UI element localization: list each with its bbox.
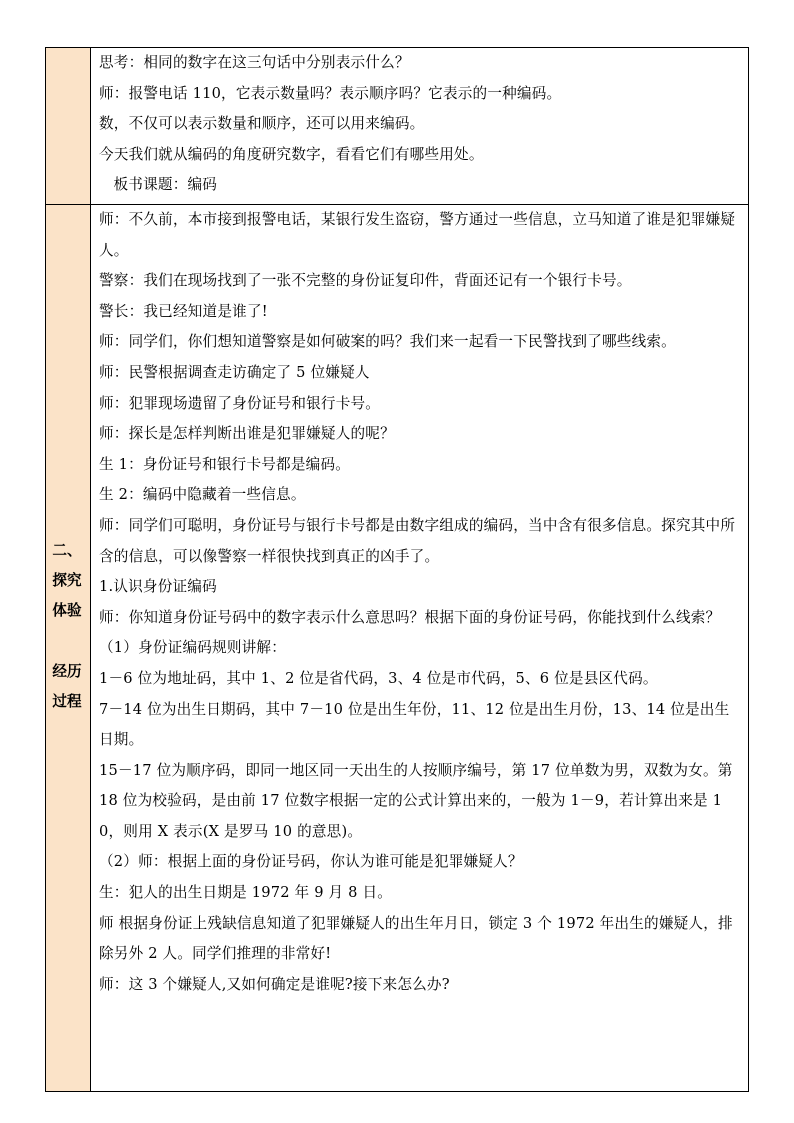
paragraph: 1－6 位为地址码，其中 1、2 位是省代码，3、4 位是市代码，5、6 位是县区代码。 bbox=[99, 669, 658, 687]
paragraph: 今天我们就从编码的角度研究数字，看看它们有哪些用处。 bbox=[99, 145, 484, 163]
paragraph: 生：犯人的出生日期是 1972 年 9 月 8 日。 bbox=[99, 884, 393, 902]
paragraph: 生 1：身份证号和银行卡号都是编码。 bbox=[99, 455, 351, 473]
paragraph: （2）师：根据上面的身份证号码，你认为谁可能是犯罪嫌疑人？ bbox=[99, 853, 523, 871]
paragraph: 1.认识身份证编码 bbox=[99, 578, 217, 596]
paragraph: 思考：相同的数字在这三句话中分别表示什么？ bbox=[99, 54, 410, 71]
paragraph: 师：不久前，本市接到报警电话，某银行发生盗窃，警方通过一些信息，立马知道了谁是犯罪嫌疑人。 bbox=[99, 211, 736, 259]
paragraph: 7－14 位为出生日期码，其中 7－10 位是出生年份，11、12 位是出生月份，13、14 位是出生日期。 bbox=[99, 700, 730, 749]
stage-label-cell bbox=[46, 48, 91, 205]
paragraph: 师：探长是怎样判断出谁是犯罪嫌疑人的呢？ bbox=[99, 425, 395, 443]
lesson-plan-table bbox=[45, 47, 749, 1092]
paragraph: 板书课题：编码 bbox=[99, 176, 218, 194]
paragraph: 师：民警根据调查走访确定了 5 位嫌疑人 bbox=[99, 363, 370, 381]
paragraph: 生 2：编码中隐藏着一些信息。 bbox=[99, 486, 306, 504]
stage-label-cell bbox=[46, 205, 91, 1092]
stage-label-4: 经历 bbox=[52, 663, 82, 680]
paragraph: 警察：我们在现场找到了一张不完整的身份证复印件，背面还记有一个银行卡号。 bbox=[99, 272, 632, 290]
stage-label-2: 探究 bbox=[52, 572, 82, 589]
stage-label-1: 二、 bbox=[52, 542, 82, 559]
paragraph: 师：同学们，你们想知道警察是如何破案的吗？我们来一起看一下民警找到了哪些线索。 bbox=[99, 333, 676, 351]
table-row-intro bbox=[46, 48, 749, 205]
paragraph: 师 根据身份证上残缺信息知道了犯罪嫌疑人的出生年月日，锁定 3 个 1972 年出生的嫌疑人，排除另外 2 人。同学们推理的非常好! bbox=[99, 914, 733, 963]
paragraph: 师：同学们可聪明，身份证号与银行卡号都是由数字组成的编码，当中含有很多信息。探究其中所含的信息，可以像警察一样很快找到真正的凶手了。 bbox=[99, 516, 736, 565]
paragraph: 数，不仅可以表示数量和顺序，还可以用来编码。 bbox=[99, 115, 425, 133]
table-row-explore bbox=[46, 205, 749, 1092]
paragraph: 师：你知道身份证号码中的数字表示什么意思吗？根据下面的身份证号码，你能找到什么线索？ bbox=[99, 608, 721, 626]
stage-label-5: 过程 bbox=[52, 693, 82, 710]
paragraph: 师：犯罪现场遗留了身份证号和银行卡号。 bbox=[99, 394, 381, 412]
stage-label-3: 体验 bbox=[52, 602, 82, 619]
paragraph: 师：报警电话 110，它表示数量吗？表示顺序吗？它表示的一种编码。 bbox=[99, 84, 562, 102]
content-cell-explore bbox=[91, 205, 749, 1092]
paragraph: 警长：我已经知道是谁了! bbox=[99, 302, 268, 320]
paragraph: 师：这 3 个嫌疑人,又如何确定是谁呢?接下来怎么办? bbox=[99, 975, 450, 993]
paragraph: （1）身份证编码规则讲解： bbox=[99, 639, 287, 657]
paragraph: 15－17 位为顺序码，即同一地区同一天出生的人按顺序编号，第 17 位单数为男，双数为女。第 18 位为校验码，是由前 17 位数字根据一定的公式计算出来的，一般为 1－9，若计算出来是 10，则用 X 表示(X 是罗马 10 的意思)。 bbox=[99, 761, 733, 840]
content-cell-intro bbox=[91, 48, 749, 205]
